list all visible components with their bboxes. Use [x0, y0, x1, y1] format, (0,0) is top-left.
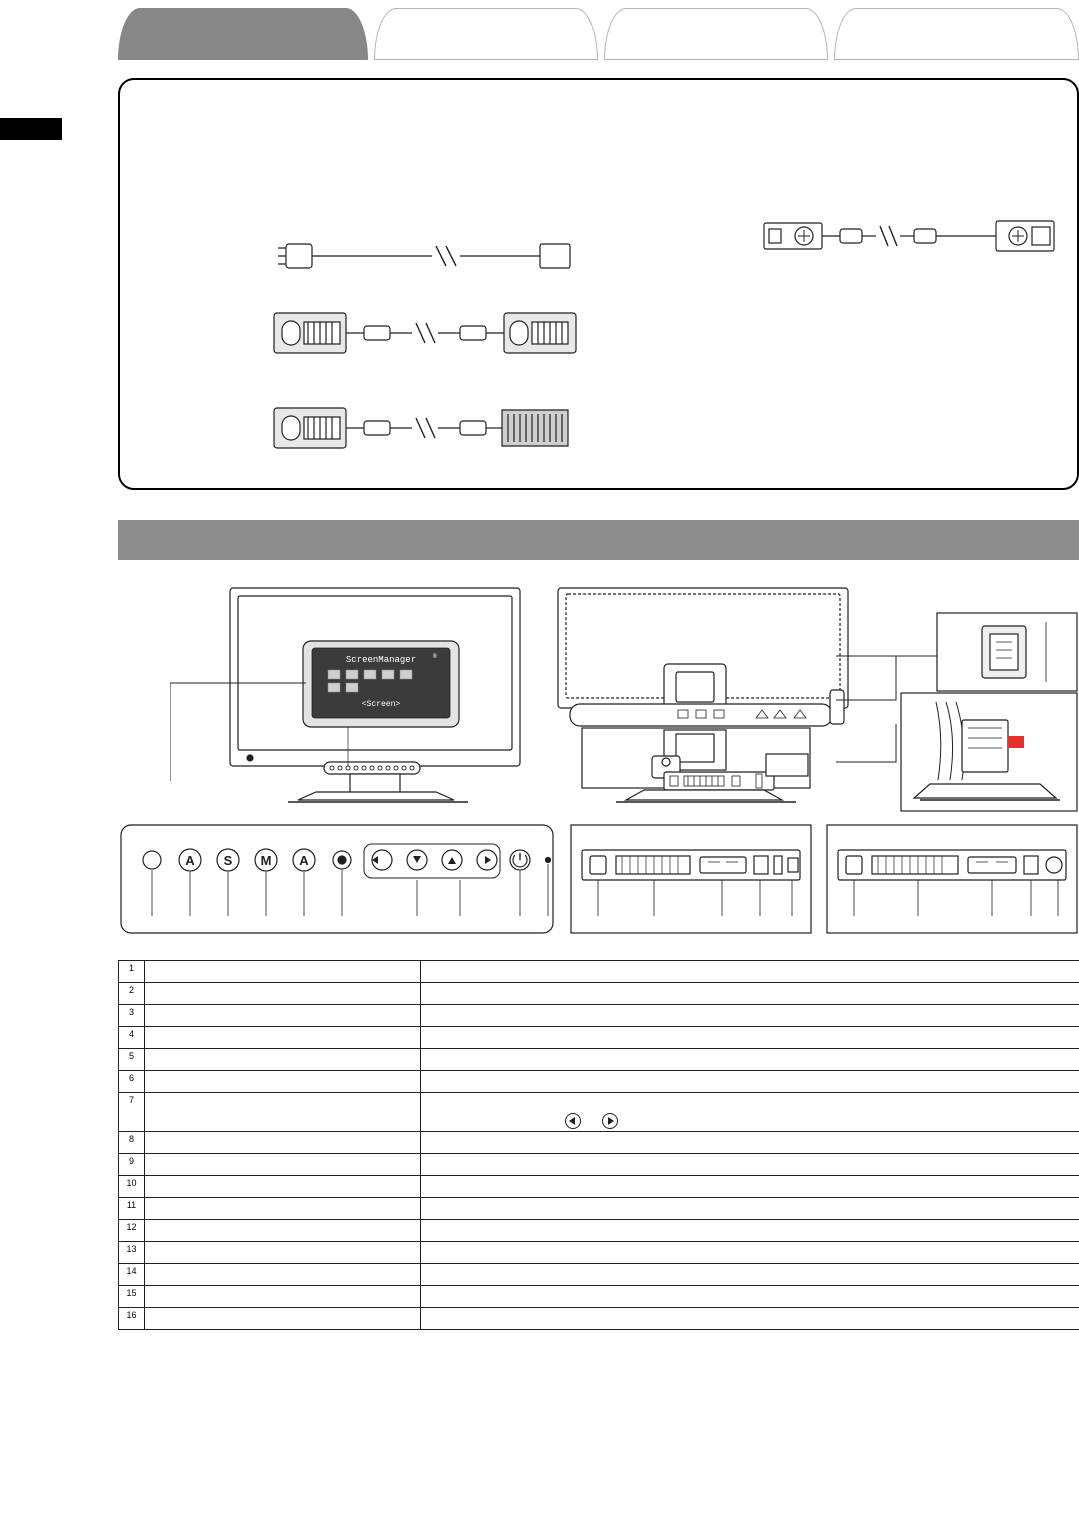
- row-number: 4: [119, 1027, 145, 1049]
- row-name: [145, 961, 421, 983]
- auto-button-glyph: A: [299, 853, 309, 868]
- tab-3[interactable]: [604, 8, 828, 60]
- table-row: [119, 1176, 1079, 1198]
- row-number: 16: [119, 1308, 145, 1330]
- auto-ecoview-button-glyph: A: [185, 853, 195, 868]
- row-name: [145, 1220, 421, 1242]
- tab-1[interactable]: [118, 8, 368, 60]
- row-number: 8: [119, 1132, 145, 1154]
- row-number: 15: [119, 1286, 145, 1308]
- table-row: [119, 1132, 1079, 1154]
- row-name: [145, 1198, 421, 1220]
- row-desc: [421, 983, 1079, 1005]
- row-desc: [421, 1308, 1079, 1330]
- parts-table: [118, 960, 1079, 1330]
- right-arrow-icon: [602, 1113, 618, 1129]
- row-number: 13: [119, 1242, 145, 1264]
- tab-bar: [118, 8, 1079, 60]
- row-name: [145, 983, 421, 1005]
- row-desc: [421, 1005, 1079, 1027]
- row-number: 1: [119, 961, 145, 983]
- table-row: [119, 1154, 1079, 1176]
- row-number: 11: [119, 1198, 145, 1220]
- control-panel-figure: [120, 824, 554, 934]
- row-desc: [421, 1071, 1079, 1093]
- table-row: [119, 1220, 1079, 1242]
- table-row: [119, 1093, 1079, 1132]
- row-number: 9: [119, 1154, 145, 1176]
- usb-cable-figure: [760, 215, 1060, 257]
- page-edge-marker: [0, 118, 62, 140]
- row-number: 6: [119, 1071, 145, 1093]
- row-number: 3: [119, 1005, 145, 1027]
- row-number: 2: [119, 983, 145, 1005]
- row-name: [145, 1308, 421, 1330]
- table-row: [119, 1242, 1079, 1264]
- row-name: [145, 1027, 421, 1049]
- table-row: [119, 983, 1079, 1005]
- tab-4[interactable]: [834, 8, 1079, 60]
- tab-2[interactable]: [374, 8, 598, 60]
- security-lock-detail: [936, 612, 1078, 692]
- cable-holder-detail: [900, 692, 1078, 812]
- row-desc: [421, 1049, 1079, 1071]
- row-desc: [421, 1264, 1079, 1286]
- row-number: 5: [119, 1049, 145, 1071]
- mode-button-glyph: M: [260, 853, 272, 868]
- osd-window: [302, 640, 460, 728]
- row-desc: [421, 961, 1079, 983]
- osd-registered-mark: ®: [433, 653, 437, 660]
- row-desc: [421, 1132, 1079, 1154]
- row-name: [145, 1132, 421, 1154]
- row-number: 14: [119, 1264, 145, 1286]
- d-sub-signal-cable-figure: [270, 400, 580, 458]
- table-row: [119, 961, 1079, 983]
- row-desc: [421, 1286, 1079, 1308]
- row-desc: [421, 1220, 1079, 1242]
- section-header-bar: [118, 520, 1079, 560]
- row-name: [145, 1154, 421, 1176]
- row-name: [145, 1005, 421, 1027]
- monitor-rear-figure: [556, 586, 856, 812]
- osd-menu-label: <Screen>: [361, 700, 401, 709]
- dvi-d-signal-cable-figure: [270, 305, 580, 363]
- row-number: 12: [119, 1220, 145, 1242]
- row-name: [145, 1264, 421, 1286]
- row-desc: [421, 1242, 1079, 1264]
- row-number: 10: [119, 1176, 145, 1198]
- row-name: [145, 1286, 421, 1308]
- row-desc: [421, 1154, 1079, 1176]
- table-row: [119, 1198, 1079, 1220]
- table-row: [119, 1308, 1079, 1330]
- row-desc: [421, 1198, 1079, 1220]
- row-desc: [421, 1027, 1079, 1049]
- row-desc: [421, 1176, 1079, 1198]
- table-row: [119, 1005, 1079, 1027]
- osd-title: ScreenManager: [345, 655, 417, 665]
- table-row: [119, 1264, 1079, 1286]
- row-number: 7: [119, 1093, 145, 1132]
- power-cord-figure: [270, 232, 580, 280]
- table-row: [119, 1071, 1079, 1093]
- parts-table-body: [119, 961, 1079, 1330]
- row-name: [145, 1176, 421, 1198]
- table-row: [119, 1027, 1079, 1049]
- row-desc: [421, 1093, 1079, 1132]
- left-arrow-icon: [565, 1113, 581, 1129]
- row-name: [145, 1071, 421, 1093]
- table-row: [119, 1286, 1079, 1308]
- signal-button-glyph: S: [223, 853, 233, 868]
- row-name: [145, 1242, 421, 1264]
- connector-panel-detail-2: [826, 824, 1078, 934]
- package-contents-box: [118, 78, 1079, 490]
- row-name: [145, 1093, 421, 1132]
- table-row: [119, 1049, 1079, 1071]
- connector-panel-detail-1: [570, 824, 812, 934]
- row-name: [145, 1049, 421, 1071]
- front-leader-line: [170, 676, 310, 786]
